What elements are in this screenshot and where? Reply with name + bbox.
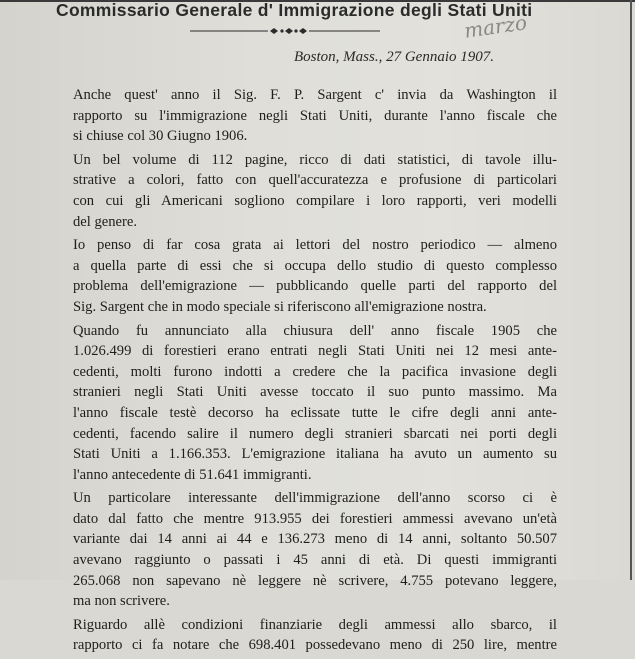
text-line: variante dai 14 anni ai 44 e 136.273 meno di 14 anni, soltanto 50.507 <box>73 531 557 548</box>
text-line: con cui gli Americani sogliono compilare i loro rapporti, veri modelli <box>73 192 557 209</box>
text-line: Un bel volume di 112 pagine, ricco di dati statistici, di tavole illu- <box>73 151 557 168</box>
text-line: avevano raggiunto o passati i 45 anni di età. Di questi immigranti <box>73 552 557 569</box>
text-line: Quando fu annunciato alla chiusura dell' anno fiscale 1905 che <box>73 322 557 339</box>
paragraph <box>52 85 557 147</box>
text-line: rapporto su l'immigrazione negli Stati Uniti, durante l'anno fiscale che <box>73 107 557 124</box>
page-heading: Commissario Generale d' Immigrazione degli Stati Uniti <box>56 0 533 20</box>
paragraph <box>52 488 557 612</box>
paragraph <box>52 321 557 486</box>
text-line: a quella parte di essi che si occupa dello studio di questo complesso <box>73 257 557 274</box>
article-body <box>52 85 557 659</box>
text-line: del genere. <box>73 213 138 230</box>
text-line: strative a colori, fatto con quell'accuratezza e profusione di particolari <box>73 172 557 189</box>
paragraph <box>52 615 557 656</box>
text-line: 265.068 non sapevano nè leggere nè scrivere, 4.755 potevano leggere, <box>73 572 557 589</box>
text-line: Riguardo allè condizioni finanziarie degli ammessi allo sbarco, il <box>73 616 557 633</box>
text-line: Anche quest' anno il Sig. F. P. Sargent c' invia da Washington il <box>73 87 557 103</box>
text-line: Sig. Sargent che in modo speciale si riferiscono all'emigrazione nostra. <box>73 298 487 315</box>
text-line: cedenti, facendo salire il numero degli stranieri sbarcati nei porti degli <box>73 425 557 442</box>
handwritten-annotation: marzo <box>462 10 529 43</box>
text-line: stranieri negli Stati Uniti avesse toccato il suo punto massimo. Ma <box>73 384 557 401</box>
text-line: si chiuse col 30 Giugno 1906. <box>73 128 248 145</box>
text-line: l'anno fiscale testè decorso ha eclissate tutte le cifre degli anni ante- <box>73 404 557 421</box>
text-line: Un particolare interessante dell'immigrazione dell'anno scorso ci è <box>73 490 557 507</box>
text-line: ma non scrivere. <box>73 593 170 610</box>
right-border-line <box>630 0 632 580</box>
ornament-divider-icon <box>190 27 380 35</box>
text-line: problema dell'emigrazione — pubblicando quelle parti del rapporto del <box>73 278 557 295</box>
text-line: 1.026.499 di forestieri erano entrati negli Stati Uniti nei 12 mesi ante- <box>73 343 557 360</box>
paragraph <box>52 235 557 317</box>
text-line: dato dal fatto che mentre 913.955 dei forestieri ammessi avevano un'età <box>73 510 557 527</box>
text-line: l'anno antecedente di 51.641 immigranti. <box>73 466 312 483</box>
dateline: Boston, Mass., 27 Gennaio 1907. <box>294 49 494 65</box>
paragraph <box>52 150 557 232</box>
text-line: Stati Uniti a 1.166.353. L'emigrazione italiana ha avuto un aumento su <box>73 446 557 463</box>
text-line: cedenti, molti furono indotti a credere che la pacifica invasione degli <box>73 363 557 380</box>
text-line: Io penso di far cosa grata ai lettori del nostro periodico — almeno <box>73 237 557 254</box>
text-line: rapporto ci fa notare che 698.401 possedevano meno di 250 lire, mentre <box>73 637 557 654</box>
